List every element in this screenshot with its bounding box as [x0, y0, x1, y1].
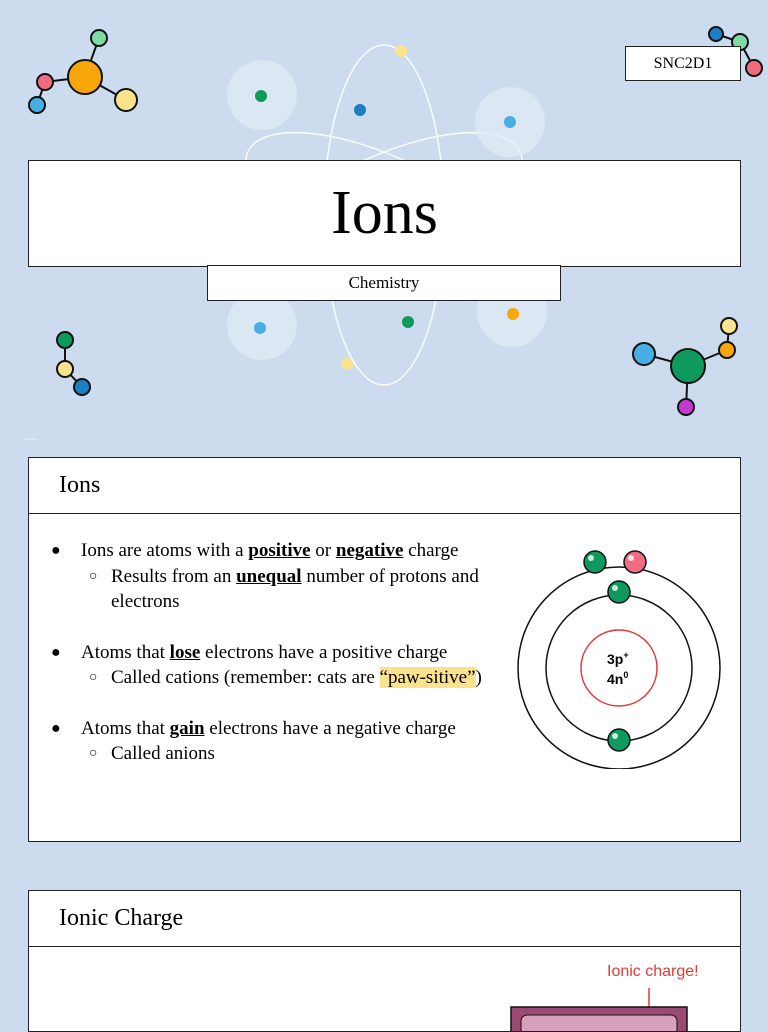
bohr-atom-diagram [515, 544, 725, 769]
bullet-text: Ions are atoms with a positive or negative charge [81, 540, 459, 561]
orbit-electron [504, 116, 516, 128]
bullet-circle-icon: ○ [89, 670, 98, 685]
electron [584, 551, 606, 573]
orbit-electron [255, 90, 267, 102]
proton-count: 3p+ [607, 650, 629, 667]
electron [608, 729, 630, 751]
highlighted-text: “paw-sitive” [379, 667, 476, 688]
orbit-electron [354, 104, 366, 116]
bullet-list [51, 538, 511, 767]
bullet-dot-icon: ● [51, 542, 61, 559]
slide-heading: Ionic Charge [29, 891, 740, 947]
bullet-item [51, 716, 511, 742]
orbit-electron [395, 45, 407, 57]
sub-bullet-text: Called anions [111, 743, 215, 764]
bullet-item [51, 538, 511, 564]
slide-ions[interactable] [28, 457, 741, 842]
molecule-mid-left [57, 332, 90, 395]
sub-bullet-text: Results from an unequal number of protons and electrons [111, 565, 479, 612]
bullet-circle-icon: ○ [89, 746, 98, 761]
electron [624, 551, 646, 573]
neutron-count: $4n^0$ [607, 670, 629, 687]
sub-bullet-text: Called cations (remember: cats are “paw-sitive”) [111, 667, 482, 688]
element-tile-inner [521, 1015, 677, 1031]
sub-bullet-item [89, 564, 511, 615]
orbit-electron [402, 316, 414, 328]
sub-bullet-item [89, 665, 511, 691]
ionic-charge-annotation: Ionic charge! [607, 963, 699, 980]
electron [608, 581, 630, 603]
sub-bullet-item [89, 741, 511, 767]
bullet-dot-icon: ● [51, 643, 61, 661]
orbit-electron [507, 308, 519, 320]
bullet-dot-icon: ● [51, 719, 61, 737]
ionic-charge-figure [509, 986, 689, 1031]
bullet-text: Atoms that gain electrons have a negative charge [81, 717, 456, 739]
course-code-label: SNC2D1 [625, 46, 741, 81]
bullet-item [51, 640, 511, 666]
bullet-text: Atoms that lose electrons have a positive charge [81, 641, 448, 663]
slide-ionic-charge[interactable] [28, 890, 741, 1032]
slide-heading: Ions [29, 458, 740, 514]
page-subtitle: Chemistry [207, 265, 561, 301]
nucleus [581, 630, 657, 706]
orbit-electron [341, 358, 353, 370]
molecule-top-left [29, 30, 137, 113]
orbit-electron [254, 322, 266, 334]
molecule-mid-right [633, 318, 737, 415]
bullet-circle-icon: ○ [89, 568, 98, 584]
page-title: Ions [28, 160, 741, 267]
